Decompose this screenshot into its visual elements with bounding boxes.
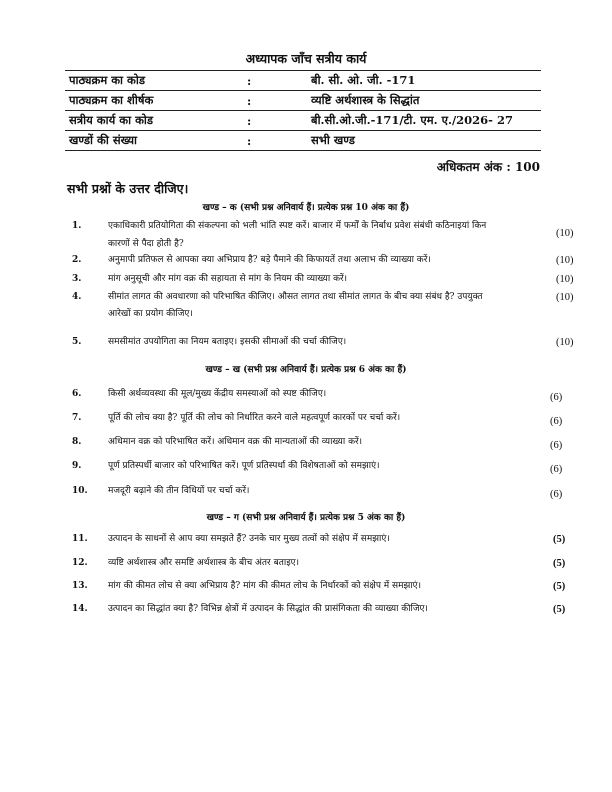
question-text (108, 459, 533, 474)
course-info-table (65, 70, 541, 151)
page-title: अध्यापक जाँच सत्रीय कार्य (245, 51, 367, 66)
section-heading-a: खण्ड – क (सभी प्रश्न अनिवार्य हैं। प्रत्येक प्रश्न 10 अंक का हैं) (202, 203, 410, 213)
question-text (108, 272, 533, 287)
question-number: 1. (72, 221, 82, 231)
question-line: पूर्ति की लोच क्या है? पूर्ति की लोच को निर्धारित करने वाले महत्वपूर्ण कारकों पर चर्चा करें। (108, 413, 401, 423)
row-separator: : (243, 131, 307, 151)
question-line: पूर्ण प्रतिस्पर्धी बाजार को परिभाषित करें। पूर्ण प्रतिस्पर्धा की विशेषताओं को समझाएं। (108, 461, 380, 471)
max-marks: अधिकतम अंक : 100 (436, 160, 540, 174)
question-marks: (5) (553, 581, 566, 592)
question-text (108, 579, 533, 594)
question-text (108, 532, 533, 547)
question-marks: (6) (550, 489, 563, 500)
question-line: मजदूरी बढ़ाने की तीन विधियों पर चर्चा करें। (108, 486, 250, 496)
question-line: समसीमांत उपयोगिता का नियम बताइए। इसकी सीमाओं की चर्चा कीजिए। (108, 337, 347, 347)
course-title-row (65, 91, 541, 111)
question-text (108, 290, 533, 322)
question-number: 11. (72, 534, 88, 544)
section-heading-b: खण्ड – ख (सभी प्रश्न अनिवार्य हैं। प्रत्येक प्रश्न 6 अंक का हैं) (205, 365, 407, 375)
question-text (108, 253, 533, 268)
question-number: 2. (72, 255, 82, 265)
question-number: 5. (72, 337, 82, 347)
question-number: 10. (72, 486, 88, 496)
row-value: बी.सी.ओ.जी.-171/टी. एम. ए./2026- 27 (307, 111, 541, 131)
row-label: सत्रीय कार्य का कोड (65, 111, 243, 131)
question-line: अधिमान वक्र को परिभाषित करें। अधिमान वक्र की मान्यताओं की व्याख्या करें। (108, 437, 363, 447)
row-value: व्यष्टि अर्थशास्त्र के सिद्धांत (307, 91, 541, 111)
question-marks: (10) (556, 337, 574, 348)
question-line: उत्पादन के साधनों से आप क्या समझते हैं? उनके चार मुख्य तत्वों को संक्षेप में समझाएं। (108, 534, 390, 544)
row-value: सभी खण्ड (307, 131, 541, 151)
question-text (108, 435, 533, 450)
question-number: 3. (72, 274, 82, 284)
question-line: अनुमापी प्रतिफल से आपका क्या अभिप्राय है? बड़े पैमाने की किफायतें तथा अलाभ की व्याख्या करें। (108, 255, 431, 265)
question-line: आरेखों का प्रयोग कीजिए। (108, 309, 193, 319)
row-label: पाठ्यक्रम का शीर्षक (65, 91, 243, 111)
question-marks: (10) (556, 255, 574, 266)
question-marks: (5) (553, 534, 566, 545)
row-separator: : (243, 111, 307, 131)
question-line: सीमांत लागत की अवधारणा को परिभाषित कीजिए। औसत लागत तथा सीमांत लागत के बीच क्या संबंध है? उपयुक्त (108, 292, 483, 302)
question-line: कारणों से पैदा होती है? (108, 239, 184, 249)
question-text (108, 219, 533, 252)
section-heading-c: खण्ड – ग (सभी प्रश्न अनिवार्य हैं। प्रत्येक प्रश्न 5 अंक का हैं) (206, 513, 406, 523)
question-marks: (5) (553, 558, 566, 569)
question-text (108, 602, 533, 617)
question-marks: (5) (553, 604, 566, 615)
question-marks: (6) (550, 440, 563, 451)
blocks-count-row (65, 131, 541, 151)
instruction: सभी प्रश्नों के उत्तर दीजिए। (67, 181, 189, 196)
question-line: मांग अनुसूची और मांग वक्र की सहायता से मांग के नियम की व्याख्या करें। (108, 274, 348, 284)
question-number: 12. (72, 558, 88, 568)
question-marks: (10) (556, 228, 574, 239)
question-marks: (6) (550, 464, 563, 475)
course-code-row (65, 71, 541, 91)
row-label: खण्डों की संख्या (65, 131, 243, 151)
question-number: 14. (72, 604, 88, 614)
question-line: एकाधिकारी प्रतियोगिता की संकल्पना को भली भांति स्पष्ट करें। बाजार में फर्मों के निर्बाध प्रवेश संबंधी कठिनाइयां किन (108, 221, 487, 231)
question-number: 9. (72, 461, 82, 471)
question-text (108, 484, 533, 499)
row-separator: : (243, 71, 307, 91)
question-marks: (10) (556, 292, 574, 303)
question-number: 13. (72, 581, 88, 591)
row-value: बी. सी. ओ. जी. -171 (307, 71, 541, 91)
question-text (108, 411, 533, 426)
question-number: 6. (72, 389, 82, 399)
question-marks: (6) (550, 392, 563, 403)
row-label: पाठ्यक्रम का कोड (65, 71, 243, 91)
question-number: 4. (72, 292, 82, 302)
question-number: 8. (72, 437, 82, 447)
question-line: किसी अर्थव्यवस्था की मूल/मुख्य केंद्रीय समस्याओं को स्पष्ट कीजिए। (108, 389, 327, 399)
question-marks: (6) (550, 416, 563, 427)
question-line: उत्पादन का सिद्धांत क्या है? विभिन्न क्षेत्रों में उत्पादन के सिद्धांत की प्रासंगिकता की व्याख्या कीजिए। (108, 604, 428, 614)
row-separator: : (243, 91, 307, 111)
question-text (108, 335, 533, 350)
question-marks: (10) (556, 274, 574, 285)
assignment-code-row (65, 111, 541, 131)
question-number: 7. (72, 413, 82, 423)
question-text (108, 387, 533, 402)
question-line: व्यष्टि अर्थशास्त्र और समष्टि अर्थशास्त्र के बीच अंतर बताइए। (108, 558, 299, 568)
question-text (108, 556, 533, 571)
question-line: मांग की कीमत लोच से क्या अभिप्राय है? मांग की कीमत लोच के निर्धारकों को संक्षेप में समझाएं। (108, 581, 422, 591)
